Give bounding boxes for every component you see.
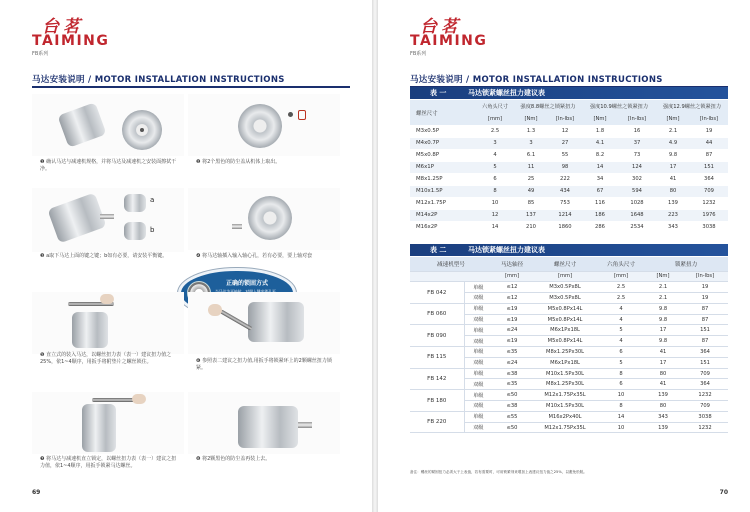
brand-logo-cn: 台茗 (420, 17, 462, 37)
stage-cell: 双级 (464, 379, 492, 390)
step-6-illustration (188, 292, 340, 354)
section-title: 马达安装说明 / MOTOR INSTALLATION INSTRUCTIONS (410, 75, 663, 85)
value-cell: 2.1 (644, 293, 682, 304)
step-2-caption: ❷ 将2个黑色的防尘盖从机体上取出。 (196, 159, 281, 165)
stage-cell: 双级 (464, 357, 492, 368)
step-8-panel (188, 392, 340, 482)
value-cell: 1232 (690, 197, 728, 209)
value-cell: 1232 (682, 390, 728, 401)
value-cell: 12 (476, 209, 514, 221)
value-cell: ≤24 (492, 357, 532, 368)
value-cell: 55 (548, 149, 582, 161)
table-row (410, 149, 728, 161)
value-cell: M8x1.25Px30L (532, 347, 598, 358)
callout-title: 正确的锁固方式 (225, 280, 268, 287)
value-cell: 1976 (690, 209, 728, 221)
value-cell: 2.1 (644, 282, 682, 293)
value-cell: 139 (656, 197, 690, 209)
value-cell: ≤38 (492, 368, 532, 379)
table-2-header (410, 244, 728, 256)
unit-cell: [mm] (532, 271, 598, 282)
model-cell: FB 180 (410, 390, 464, 412)
table-row (410, 209, 728, 221)
value-cell: 1.8 (582, 125, 618, 137)
shaft-dia-header: 马达轴径 (492, 257, 532, 271)
model-header: 减速机型号 (410, 257, 492, 271)
value-cell: 2534 (618, 221, 656, 233)
value-cell: 9.8 (656, 149, 690, 161)
value-cell: 151 (690, 161, 728, 173)
value-cell: 11 (514, 161, 548, 173)
value-cell: 6 (598, 347, 644, 358)
value-cell: 14 (598, 411, 644, 422)
value-cell: ≤50 (492, 390, 532, 401)
step-7-caption: ❼ 将马达与减速机直立锁定，以螺丝扭力表（表一）建议之扭力值，依1~4顺序，用扳手锁紧马达螺丝。 (40, 456, 177, 469)
value-cell: 17 (644, 357, 682, 368)
model-cell: FB 060 (410, 303, 464, 325)
screw-size-cell: M16x2P (410, 221, 476, 233)
step-3-illustration (32, 188, 184, 252)
value-cell: 80 (656, 185, 690, 197)
torque-header: 锁紧扭力 (644, 257, 728, 271)
value-cell: M10x1.5Px30L (532, 368, 598, 379)
step-3-caption: ❸ a取下马达上面的键之键；b如有必要，请安装平衡键。 (40, 253, 168, 259)
value-cell: 80 (644, 401, 682, 412)
value-cell: 151 (682, 325, 728, 336)
value-cell: 2.1 (656, 125, 690, 137)
unit-cell: [Nm] (514, 113, 548, 125)
step-3-panel (32, 188, 184, 272)
table-note: 备注：螺丝的紧固扭力必须大于上表值，若有需要时，可用锁紧剂来增加上表建议扭力值之25%，以避免松脱。 (410, 470, 587, 474)
value-cell: 2.5 (598, 293, 644, 304)
value-cell: 5 (598, 325, 644, 336)
value-cell: 41 (656, 173, 690, 185)
stage-cell: 双级 (464, 314, 492, 325)
value-cell: 9.8 (644, 336, 682, 347)
stage-cell: 双级 (464, 293, 492, 304)
value-cell: 139 (644, 422, 682, 433)
value-cell: 8 (598, 401, 644, 412)
value-cell: ≤19 (492, 336, 532, 347)
value-cell: 87 (682, 336, 728, 347)
value-cell: 3 (476, 137, 514, 149)
value-cell: 87 (690, 149, 728, 161)
value-cell: 343 (644, 411, 682, 422)
hex-size-header: 六角头尺寸 (598, 257, 644, 271)
step-3-label-b: b (150, 226, 155, 234)
value-cell: 5 (598, 357, 644, 368)
step-5-caption: ❺ 直立式的装入马达，以螺丝扭力表（表一）建议扭力值之25%，依1~4顺序，用扳手将附垫片之螺丝锁住。 (40, 352, 172, 365)
value-cell: 6.1 (514, 149, 548, 161)
value-cell: 37 (618, 137, 656, 149)
value-cell: 4 (598, 303, 644, 314)
value-cell: 85 (514, 197, 548, 209)
value-cell: ≤35 (492, 379, 532, 390)
value-cell: 49 (514, 185, 548, 197)
screw-size-cell: M10x1.5P (410, 185, 476, 197)
unit-cell: [In-lbs] (548, 113, 582, 125)
value-cell: 139 (644, 390, 682, 401)
unit-cell (410, 271, 492, 282)
value-cell: M5x0.8Px14L (532, 303, 598, 314)
value-cell: ≤12 (492, 293, 532, 304)
table-1-header (410, 87, 728, 99)
table-row (410, 390, 728, 401)
table-row (410, 282, 728, 293)
step-5-illustration (32, 292, 184, 354)
step-5-panel (32, 292, 184, 380)
value-cell: 9.8 (644, 303, 682, 314)
value-cell: 17 (644, 325, 682, 336)
left-page (0, 0, 372, 512)
table-row (410, 137, 728, 149)
table-row (410, 325, 728, 336)
step-7-illustration (32, 392, 184, 454)
value-cell: 12 (548, 125, 582, 137)
value-cell: 1028 (618, 197, 656, 209)
value-cell: 364 (682, 379, 728, 390)
value-cell: 222 (548, 173, 582, 185)
page-number: 69 (32, 489, 41, 496)
value-cell: ≤19 (492, 303, 532, 314)
value-cell: M12x1.75Px35L (532, 390, 598, 401)
model-cell: FB 142 (410, 368, 464, 390)
value-cell: 4 (476, 149, 514, 161)
value-cell: 41 (644, 347, 682, 358)
value-cell: M16x2Px40L (532, 411, 598, 422)
series-label: FB系列 (32, 51, 49, 57)
value-cell: 8 (476, 185, 514, 197)
table-row (410, 303, 728, 314)
value-cell: 4 (598, 336, 644, 347)
value-cell: ≤12 (492, 282, 532, 293)
value-cell: 210 (514, 221, 548, 233)
value-cell: ≤24 (492, 325, 532, 336)
value-cell: 1.3 (514, 125, 548, 137)
stage-cell: 双级 (464, 422, 492, 433)
step-1-caption: ❶ 确认马达与减速机规格，并将马达及减速机之安装面擦拭干净。 (40, 159, 177, 172)
value-cell: 137 (514, 209, 548, 221)
value-cell: 2.5 (598, 282, 644, 293)
value-cell: 2.5 (476, 125, 514, 137)
model-cell: FB 042 (410, 282, 464, 304)
table-row (410, 347, 728, 358)
table-row (410, 411, 728, 422)
value-cell: 6 (598, 379, 644, 390)
table-row (410, 173, 728, 185)
value-cell: 4.1 (582, 137, 618, 149)
grade-12-9-header: 强度12.9螺丝之锁紧扭力 (656, 100, 728, 113)
step-4-panel (188, 188, 340, 272)
step-2-panel (188, 94, 340, 178)
value-cell: 67 (582, 185, 618, 197)
value-cell: 709 (682, 368, 728, 379)
value-cell: 709 (690, 185, 728, 197)
value-cell: 1648 (618, 209, 656, 221)
screw-size-cell: M5x0.8P (410, 149, 476, 161)
brand-logo (410, 17, 488, 57)
table-1-title: 马达锁紧螺丝扭力建议表 (468, 89, 545, 97)
value-cell: 14 (476, 221, 514, 233)
series-label: FB系列 (410, 51, 427, 57)
unit-cell: [mm] (598, 271, 644, 282)
value-cell: M6x1Px18L (532, 357, 598, 368)
value-cell: 25 (514, 173, 548, 185)
stage-cell: 单级 (464, 411, 492, 422)
model-cell: FB 090 (410, 325, 464, 347)
grade-8-8-header: 强度8.8螺丝之锁紧扭力 (514, 100, 582, 113)
value-cell: 41 (644, 379, 682, 390)
value-cell: 434 (548, 185, 582, 197)
value-cell: 44 (690, 137, 728, 149)
brand-logo-en: TAIMING (32, 33, 110, 49)
unit-cell: [Nm] (656, 113, 690, 125)
value-cell: 1214 (548, 209, 582, 221)
step-4-caption: ❹ 将马达轴插入输入轴心孔，若有必要，要上轴对套 (196, 253, 313, 259)
value-cell: 5 (476, 161, 514, 173)
value-cell: 19 (690, 125, 728, 137)
stage-cell: 单级 (464, 325, 492, 336)
unit-cell: [In-lbs] (618, 113, 656, 125)
value-cell: 4.9 (656, 137, 690, 149)
screw-size-cell: M6x1P (410, 161, 476, 173)
brand-logo-cn: 台茗 (42, 17, 84, 37)
table-1-number: 表 一 (430, 89, 447, 97)
value-cell: 87 (682, 314, 728, 325)
screw-size-cell: M4x0.7P (410, 137, 476, 149)
page-number: 70 (719, 489, 728, 496)
step-6-panel (188, 292, 340, 380)
brand-logo-en: TAIMING (410, 33, 488, 49)
value-cell: 286 (582, 221, 618, 233)
value-cell: 364 (682, 347, 728, 358)
step-2-illustration (188, 94, 340, 156)
value-cell: 594 (618, 185, 656, 197)
value-cell: 10 (598, 390, 644, 401)
step-1-illustration (32, 94, 184, 156)
value-cell: 364 (690, 173, 728, 185)
value-cell: 9.8 (644, 314, 682, 325)
unit-cell: [Nm] (582, 113, 618, 125)
value-cell: 302 (618, 173, 656, 185)
table-2-title: 马达锁紧螺丝扭力建议表 (468, 246, 545, 254)
value-cell: 3 (514, 137, 548, 149)
value-cell: 27 (548, 137, 582, 149)
model-cell: FB 220 (410, 411, 464, 433)
step-1-panel (32, 94, 184, 178)
value-cell: 116 (582, 197, 618, 209)
value-cell: 343 (656, 221, 690, 233)
value-cell: 34 (582, 173, 618, 185)
value-cell: 753 (548, 197, 582, 209)
value-cell: 124 (618, 161, 656, 173)
table-2-number: 表 二 (430, 246, 447, 254)
value-cell: 3038 (682, 411, 728, 422)
motor-locking-torque-table (410, 257, 728, 433)
stage-cell: 单级 (464, 368, 492, 379)
value-cell: M5x0.8Px14L (532, 336, 598, 347)
screw-size-header: 螺丝尺寸 (532, 257, 598, 271)
value-cell: 4 (598, 314, 644, 325)
title-rule (32, 86, 350, 88)
value-cell: 8.2 (582, 149, 618, 161)
value-cell: M6x1Px18L (532, 325, 598, 336)
screw-size-cell: M3x0.5P (410, 125, 476, 137)
step-3-label-a: a (150, 196, 155, 204)
value-cell: ≤50 (492, 422, 532, 433)
value-cell: M10x1.5Px30L (532, 401, 598, 412)
step-6-caption: ❻ 参照表二建议之扭力值,用扳手将锁紧环上的2颗螺丝扭力锁紧。 (196, 358, 332, 371)
value-cell: 151 (682, 357, 728, 368)
table-row (410, 161, 728, 173)
value-cell: 223 (656, 209, 690, 221)
value-cell: M3x0.5Px8L (532, 293, 598, 304)
screw-size-cell: M12x1.75P (410, 197, 476, 209)
table-row (410, 125, 728, 137)
value-cell: 186 (582, 209, 618, 221)
screw-size-header: 螺丝尺寸 (410, 100, 476, 125)
stage-cell: 双级 (464, 401, 492, 412)
step-7-panel (32, 392, 184, 482)
value-cell: 10 (598, 422, 644, 433)
section-title: 马达安装说明 / MOTOR INSTALLATION INSTRUCTIONS (32, 75, 285, 85)
value-cell: 16 (618, 125, 656, 137)
stage-cell: 双级 (464, 336, 492, 347)
value-cell: 1232 (682, 422, 728, 433)
step-8-caption: ❽ 将2颗黑色的防尘盖再装上去。 (196, 456, 271, 462)
value-cell: ≤38 (492, 401, 532, 412)
value-cell: 87 (682, 303, 728, 314)
unit-cell: [Nm] (644, 271, 682, 282)
table-row (410, 221, 728, 233)
stage-cell: 单级 (464, 282, 492, 293)
step-8-illustration (188, 392, 340, 454)
value-cell: 19 (682, 282, 728, 293)
value-cell: ≤35 (492, 347, 532, 358)
screw-torque-table (410, 100, 728, 234)
unit-cell: [mm] (476, 113, 514, 125)
value-cell: ≤55 (492, 411, 532, 422)
value-cell: M8x1.25Px30L (532, 379, 598, 390)
right-page (378, 0, 750, 512)
value-cell: M5x0.8Px14L (532, 314, 598, 325)
value-cell: 1860 (548, 221, 582, 233)
table-row (410, 368, 728, 379)
value-cell: ≤19 (492, 314, 532, 325)
value-cell: 3038 (690, 221, 728, 233)
table-row (410, 185, 728, 197)
unit-cell: [In-lbs] (682, 271, 728, 282)
grade-10-9-header: 强度10.9螺丝之锁紧扭力 (582, 100, 656, 113)
stage-cell: 单级 (464, 347, 492, 358)
value-cell: 73 (618, 149, 656, 161)
value-cell: 17 (656, 161, 690, 173)
unit-cell: [In-lbs] (690, 113, 728, 125)
stage-cell: 单级 (464, 390, 492, 401)
value-cell: 709 (682, 401, 728, 412)
value-cell: 6 (476, 173, 514, 185)
value-cell: 80 (644, 368, 682, 379)
value-cell: 14 (582, 161, 618, 173)
value-cell: 8 (598, 368, 644, 379)
value-cell: M3x0.5Px8L (532, 282, 598, 293)
brand-logo (32, 17, 110, 57)
value-cell: 10 (476, 197, 514, 209)
screw-size-cell: M8x1.25P (410, 173, 476, 185)
unit-cell: [mm] (492, 271, 532, 282)
table-row (410, 197, 728, 209)
value-cell: 98 (548, 161, 582, 173)
value-cell: 19 (682, 293, 728, 304)
model-cell: FB 115 (410, 347, 464, 369)
value-cell: M12x1.75Px35L (532, 422, 598, 433)
screw-size-cell: M14x2P (410, 209, 476, 221)
step-4-illustration (188, 188, 340, 250)
hex-size-header: 六角头尺寸 (476, 100, 514, 113)
stage-cell: 单级 (464, 303, 492, 314)
